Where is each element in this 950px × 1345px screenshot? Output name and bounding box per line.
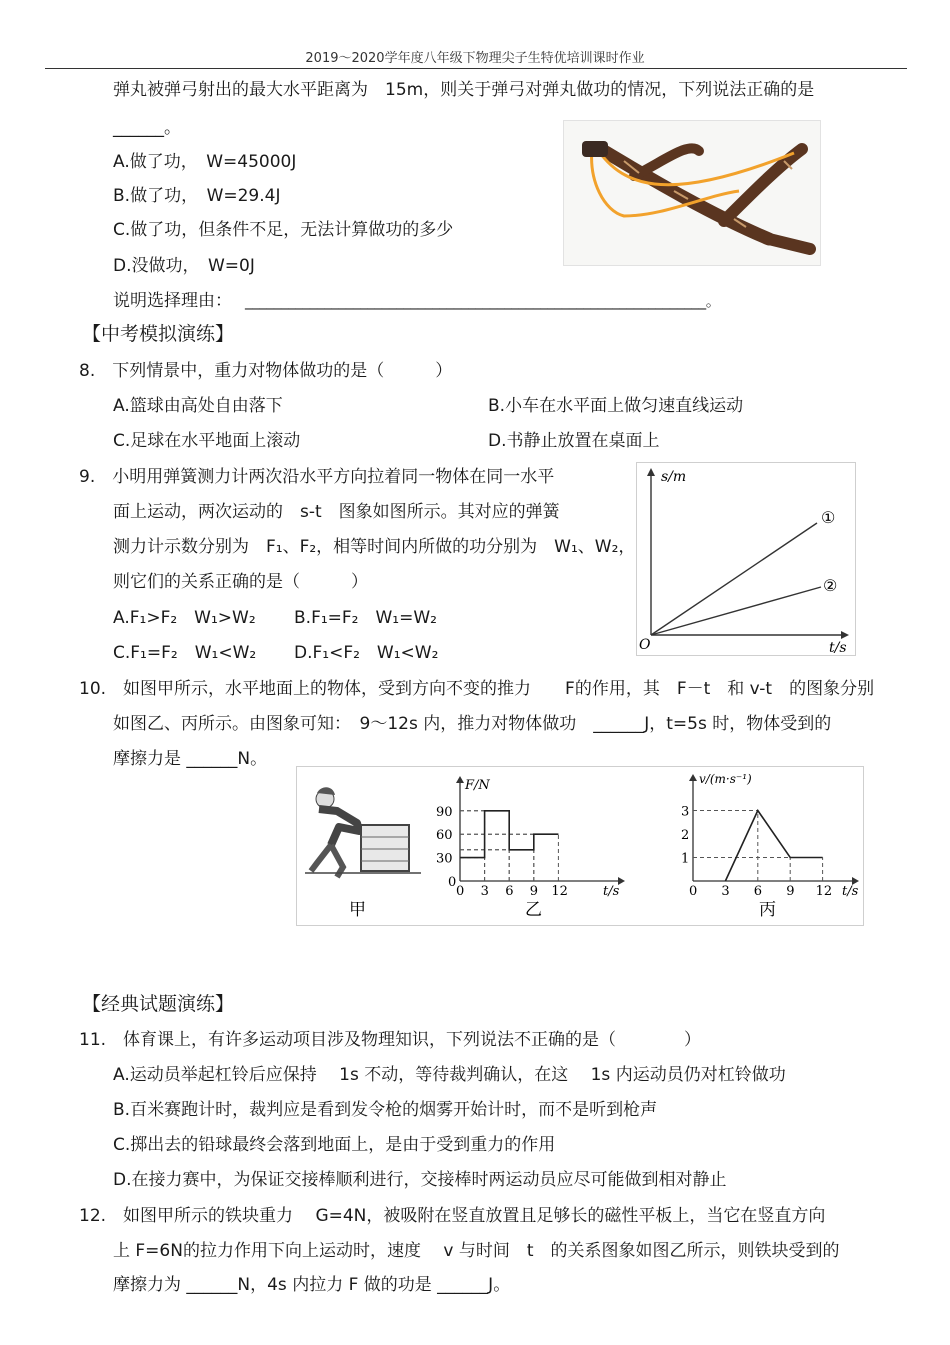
ft-y-tick: 30 bbox=[436, 851, 453, 867]
q12-line-2: 上 F=6N的拉力作用下向上运动时，速度 v 与时间 t 的关系图象如图乙所示，则铁块受到的 bbox=[113, 1241, 840, 1261]
st-line-2 bbox=[651, 587, 821, 635]
ft-y-tick: 90 bbox=[436, 804, 453, 820]
q7-option-d: D.没做功， W=0J bbox=[113, 256, 255, 276]
q7-option-b: B.做了功， W=29.4J bbox=[113, 186, 281, 206]
ft-y-tick: 60 bbox=[436, 828, 453, 844]
person-pushing-box-illustration bbox=[305, 787, 421, 877]
q8-option-d: D.书静止放置在桌面上 bbox=[488, 431, 660, 451]
vt-x-tick: 3 bbox=[721, 884, 730, 899]
vt-y-tick: 1 bbox=[681, 851, 690, 867]
q7-reason-blank: ________________________________________________________________。 bbox=[245, 292, 721, 310]
q7-stem: 弹丸被弹弓射出的最大水平距离为 15m，则关于弹弓对弹丸做功的情况，下列说法正确的是 bbox=[113, 80, 815, 100]
page-header: 2019～2020学年度八年级下物理尖子生特优培训课时作业 bbox=[305, 51, 645, 66]
q7-blank: ______。 bbox=[113, 118, 181, 138]
q7-option-c: C.做了功，但条件不足，无法计算做功的多少 bbox=[113, 220, 454, 240]
section-title-jingdian: 【经典试题演练】 bbox=[82, 993, 235, 1015]
q9-line-1: 9. 小明用弹簧测力计两次沿水平方向拉着同一物体在同一水平 bbox=[79, 467, 555, 487]
ft-x-tick: 6 bbox=[505, 884, 514, 899]
ft-xlabel: t/s bbox=[603, 884, 620, 899]
q9-option-d: D.F₁<F₂ W₁<W₂ bbox=[294, 643, 439, 663]
vt-x-tick: 9 bbox=[786, 884, 795, 899]
q10-line-1: 10. 如图甲所示，水平地面上的物体，受到方向不变的推力 F的作用，其 F－t 和 v-t 的图象分别 bbox=[79, 679, 875, 699]
section-title-zhongkao: 【中考模拟演练】 bbox=[82, 323, 235, 345]
ft-x-tick: 12 bbox=[551, 884, 568, 899]
q10-line-3: 摩擦力是 ______N。 bbox=[113, 749, 268, 769]
f-t-chart bbox=[436, 776, 625, 899]
st-xlabel: t/s bbox=[829, 640, 847, 655]
vt-y-tick: 2 bbox=[681, 828, 690, 843]
st-ylabel: s/m bbox=[661, 469, 687, 485]
caption-bing: 丙 bbox=[759, 900, 776, 920]
ft-x-tick: 9 bbox=[529, 884, 539, 899]
ft-y-tick: 0 bbox=[448, 875, 457, 890]
q11-option-a: A.运动员举起杠铃后应保持 1s 不动，等待裁判确认，在这 1s 内运动员仍对杠铃做功 bbox=[113, 1065, 786, 1085]
ft-ylabel: F/N bbox=[465, 778, 490, 793]
vt-y-tick: 3 bbox=[681, 804, 690, 820]
vt-series-line bbox=[725, 811, 822, 882]
vt-x-tick: 12 bbox=[815, 884, 833, 899]
q11-option-d: D.在接力赛中，为保证交接棒顺利进行，交接棒时两运动员应尽可能做到相对静止 bbox=[113, 1170, 727, 1190]
q8-option-b: B.小车在水平面上做匀速直线运动 bbox=[488, 396, 744, 416]
ft-x-tick: 0 bbox=[456, 884, 465, 899]
header-rule bbox=[45, 68, 907, 69]
q8-stem: 8. 下列情景中，重力对物体做功的是（ ） bbox=[79, 361, 453, 381]
q8-option-c: C.足球在水平地面上滚动 bbox=[113, 431, 301, 451]
vt-ylabel: v/(m·s⁻¹) bbox=[699, 772, 752, 786]
q11-option-b: B.百米赛跑计时，裁判应是看到发令枪的烟雾开始计时，而不是听到枪声 bbox=[113, 1100, 658, 1120]
st-label-2: ② bbox=[823, 576, 838, 595]
q9-line-2: 面上运动，两次运动的 s-t 图象如图所示。其对应的弹簧 bbox=[113, 502, 560, 522]
q12-line-3: 摩擦力为 ______N，4s 内拉力 F 做的功是 ______J。 bbox=[113, 1275, 511, 1295]
q10-figures bbox=[296, 766, 864, 926]
v-t-chart bbox=[681, 772, 859, 899]
q12-line-1: 12. 如图甲所示的铁块重力 G=4N，被吸附在竖直放置且足够长的磁性平板上，当它在竖直方向 bbox=[79, 1206, 826, 1226]
q9-line-3: 测力计示数分别为 F₁、F₂，相等时间内所做的功分别为 W₁、W₂， bbox=[113, 537, 636, 557]
st-label-1: ① bbox=[821, 508, 836, 527]
q9-line-4: 则它们的关系正确的是（ ） bbox=[113, 572, 368, 592]
q9-option-a: A.F₁>F₂ W₁>W₂ bbox=[113, 608, 256, 628]
q9-option-c: C.F₁=F₂ W₁<W₂ bbox=[113, 643, 257, 663]
vt-x-tick: 0 bbox=[689, 884, 698, 899]
ft-x-tick: 3 bbox=[480, 884, 489, 899]
caption-jia: 甲 bbox=[349, 900, 366, 920]
st-origin: O bbox=[639, 637, 651, 653]
slingshot-photo bbox=[563, 120, 821, 266]
q7-reason-label: 说明选择理由： bbox=[113, 291, 232, 311]
q8-option-a: A.篮球由高处自由落下 bbox=[113, 396, 283, 416]
q7-option-a: A.做了功， W=45000J bbox=[113, 152, 297, 172]
caption-yi: 乙 bbox=[525, 900, 542, 920]
q10-line-2: 如图乙、丙所示。由图象可知： 9～12s 内，推力对物体做功 ______J，t=5s 时，物体受到的 bbox=[113, 714, 832, 734]
vt-x-tick: 6 bbox=[753, 884, 763, 899]
st-graph bbox=[636, 462, 856, 656]
q11-option-c: C.掷出去的铅球最终会落到地面上，是由于受到重力的作用 bbox=[113, 1135, 556, 1155]
q9-option-b: B.F₁=F₂ W₁=W₂ bbox=[294, 608, 437, 628]
st-line-1 bbox=[651, 523, 817, 635]
q11-stem: 11. 体育课上，有许多运动项目涉及物理知识，下列说法不正确的是（ ） bbox=[79, 1030, 702, 1050]
vt-xlabel: t/s bbox=[842, 884, 859, 899]
